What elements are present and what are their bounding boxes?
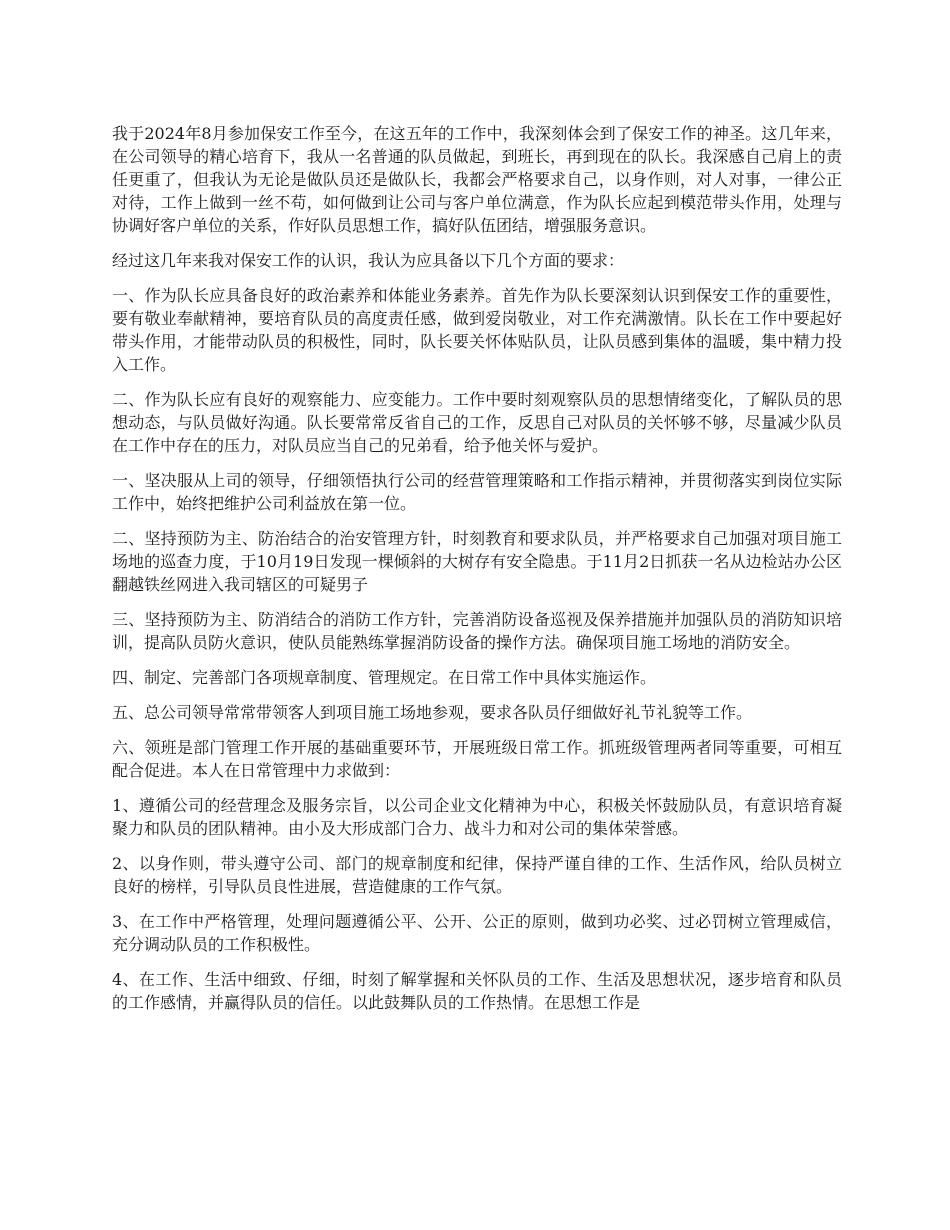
document-body xyxy=(112,122,842,1026)
paragraph-duty-6: 六、领班是部门管理工作开展的基础重要环节，开展班级日常工作。抓班级管理两者同等重要，可相互配合促进。本人在日常管理中力求做到： xyxy=(112,738,842,780)
paragraph-requirement-1: 一、作为队长应具备良好的政治素养和体能业务素养。首先作为队长要深刻认识到保安工作的重要性，要有敬业奉献精神，要培育队员的高度责任感，做到爱岗敬业，对工作充满激情。队长在工作中要起好带头作用，才能带动队员的积极性，同时，队长要关怀体贴队员，让队员感到集体的温暖，集中精力投入工作。 xyxy=(112,286,842,374)
paragraph-duty-3: 三、坚持预防为主、防消结合的消防工作方针，完善消防设备巡视及保养措施并加强队员的消防知识培训，提高队员防火意识，使队员能熟练掌握消防设备的操作方法。确保项目施工场地的消防安全。 xyxy=(112,610,842,652)
paragraph-item-2: 2、以身作则，带头遵守公司、部门的规章制度和纪律，保持严谨自律的工作、生活作风，给队员树立良好的榜样，引导队员良性进展，营造健康的工作气氛。 xyxy=(112,854,842,896)
paragraph-duty-5: 五、总公司领导常常带领客人到项目施工场地参观，要求各队员仔细做好礼节礼貌等工作。 xyxy=(112,703,753,722)
paragraph-item-3: 3、在工作中严格管理，处理问题遵循公平、公开、公正的原则，做到功必奖、过必罚树立管理威信，充分调动队员的工作积极性。 xyxy=(112,912,842,954)
paragraph-duty-1: 一、坚决服从上司的领导，仔细领悟执行公司的经营管理策略和工作指示精神，并贯彻落实到岗位实际工作中，始终把维护公司利益放在第一位。 xyxy=(112,471,842,513)
paragraph-item-4: 4、在工作、生活中细致、仔细，时刻了解掌握和关怀队员的工作、生活及思想状况，逐步培育和队员的工作感情，并赢得队员的信任。以此鼓舞队员的工作热情。在思想工作是 xyxy=(112,970,842,1012)
paragraph-requirements-lead: 经过这几年来我对保安工作的认识，我认为应具备以下几个方面的要求： xyxy=(112,251,625,270)
paragraph-duty-4: 四、制定、完善部门各项规章制度、管理规定。在日常工作中具体实施运作。 xyxy=(112,668,657,687)
paragraph-intro: 我于2024年8月参加保安工作至今，在这五年的工作中，我深刻体会到了保安工作的神圣。这几年来，在公司领导的精心培育下，我从一名普通的队员做起，到班长，再到现在的队长。我深感自己肩上的责任更重了，但我认为无论是做队员还是做队长，我都会严格要求自己，以身作则，对人对事，一律公正对待，工作上做到一丝不苟，如何做到让公司与客户单位满意，作为队长应起到模范带头作用，处理与协调好客户单位的关系，作好队员思想工作，搞好队伍团结，增强服务意识。 xyxy=(112,124,842,235)
paragraph-duty-2: 二、坚持预防为主、防治结合的治安管理方针，时刻教育和要求队员，并严格要求自己加强对项目施工场地的巡查力度，于10月19日发现一棵倾斜的大树存有安全隐患。于11月2日抓获一名从边检站办公区翻越铁丝网进入我司辖区的可疑男子 xyxy=(112,529,842,594)
paragraph-item-1: 1、遵循公司的经营理念及服务宗旨，以公司企业文化精神为中心，积极关怀鼓励队员，有意识培育凝聚力和队员的团队精神。由小及大形成部门合力、战斗力和对公司的集体荣誉感。 xyxy=(112,796,842,838)
paragraph-requirement-2: 二、作为队长应有良好的观察能力、应变能力。工作中要时刻观察队员的思想情绪变化，了解队员的思想动态，与队员做好沟通。队长要常常反省自己的工作，反思自己对队员的关怀够不够，尽量减少队员在工作中存在的压力，对队员应当自己的兄弟看，给予他关怀与爱护。 xyxy=(112,390,842,455)
